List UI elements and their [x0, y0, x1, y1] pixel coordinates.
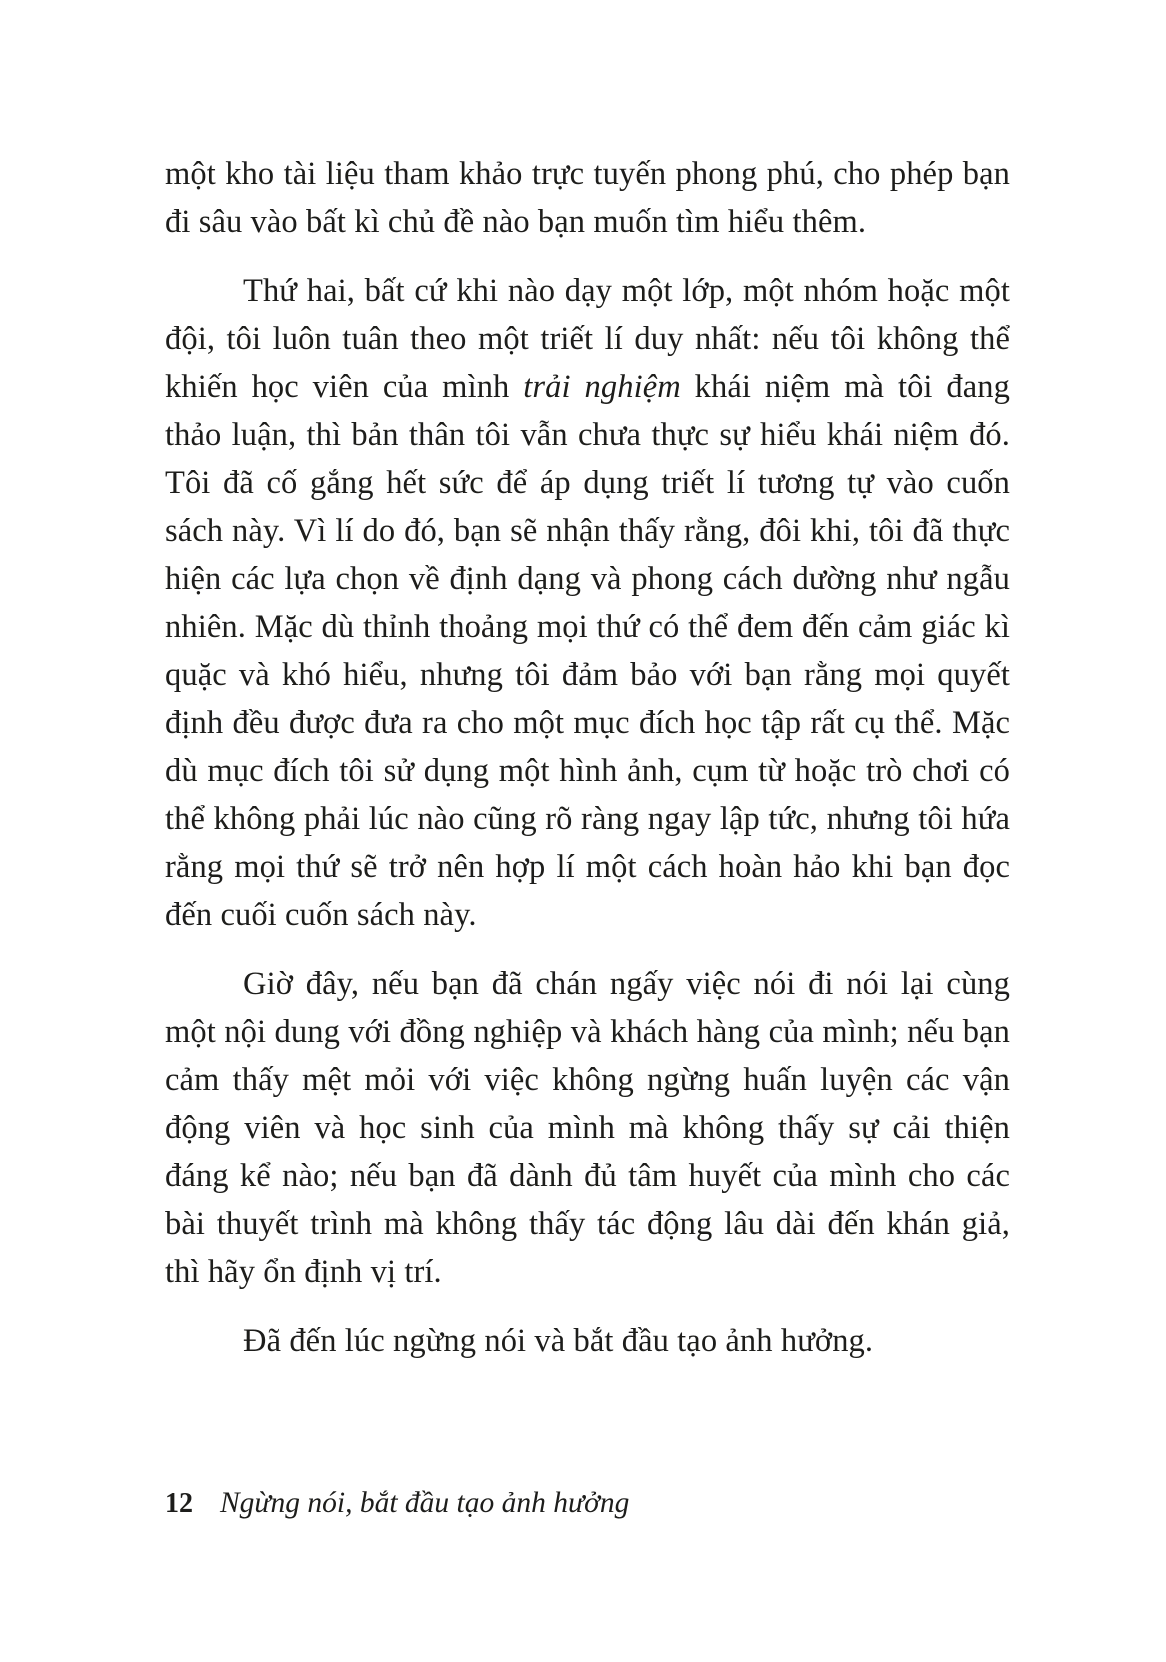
paragraph	[165, 267, 1010, 939]
running-book-title: Ngừng nói, bắt đầu tạo ảnh hưởng	[220, 1487, 630, 1519]
text-run: một kho tài liệu tham khảo trực tuyến phong phú, cho phép bạn đi sâu vào bất kì chủ đề nào bạn muốn tìm hiểu thêm.	[165, 156, 1010, 240]
text-run: Thứ hai, bất cứ khi nào dạy một lớp, một nhóm hoặc một đội, tôi luôn tuân theo một triết lí duy nhất: nếu tôi không thể khiến học viên của mình	[165, 273, 1010, 405]
page-footer	[165, 1489, 629, 1519]
paragraph	[165, 960, 1010, 1296]
text-run: khái niệm mà tôi đang thảo luận, thì bản thân tôi vẫn chưa thực sự hiểu khái niệm đó. Tôi đã cố gắng hết sức để áp dụng triết lí tương tự vào cuốn sách này. Vì lí do đó, bạn sẽ nhận thấy rằng, đôi khi, tôi đã thực hiện các lựa chọn về định dạng và phong cách dường như ngẫu nhiên. Mặc dù thỉnh thoảng mọi thứ có thể đem đến cảm giác kì quặc và khó hiểu, nhưng tôi đảm bảo với bạn rằng mọi quyết định đều được đưa ra cho một mục đích học tập rất cụ thể. Mặc dù mục đích tôi sử dụng một hình ảnh, cụm từ hoặc trò chơi có thể không phải lúc nào cũng rõ ràng ngay lập tức, nhưng tôi hứa rằng mọi thứ sẽ trở nên hợp lí một cách hoàn hảo khi bạn đọc đến cuối cuốn sách này.	[165, 369, 1011, 933]
page-number: 12	[165, 1488, 193, 1519]
paragraph	[165, 150, 1010, 246]
text-run: Giờ đây, nếu bạn đã chán ngấy việc nói đi nói lại cùng một nội dung với đồng nghiệp và khách hàng của mình; nếu bạn cảm thấy mệt mỏi với việc không ngừng huấn luyện các vận động viên và học sinh của mình mà không thấy sự cải thiện đáng kể nào; nếu bạn đã dành đủ tâm huyết của mình cho các bài thuyết trình mà không thấy tác động lâu dài đến khán giả, thì hãy ổn định vị trí.	[165, 966, 1010, 1290]
text-run: Đã đến lúc ngừng nói và bắt đầu tạo ảnh hưởng.	[243, 1323, 874, 1359]
paragraph	[165, 1317, 1010, 1365]
emphasized-text: trải nghiệm	[523, 369, 681, 405]
body-text	[165, 150, 1010, 1386]
